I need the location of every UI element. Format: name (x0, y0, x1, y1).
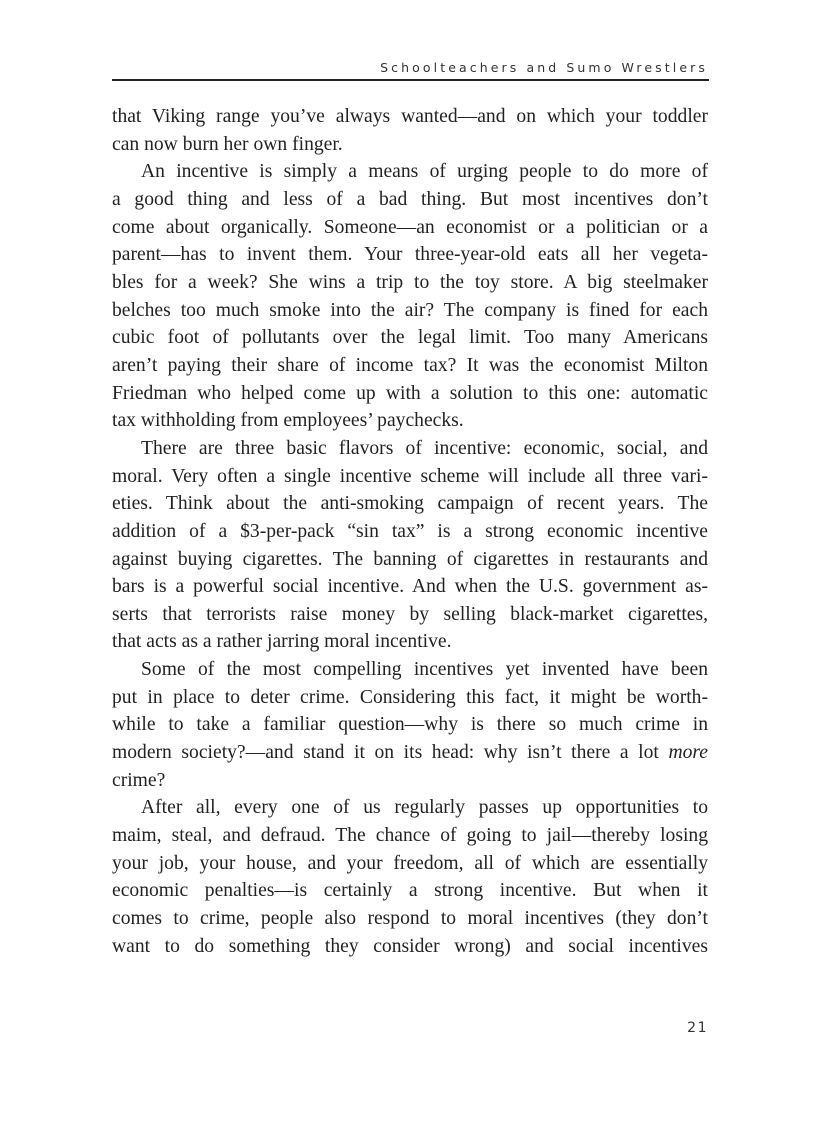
text-line-content: cubic foot of pollutants over the legal limit. Too many Americans (112, 327, 708, 349)
text-line (112, 407, 708, 435)
text-line (112, 103, 708, 131)
text-line (112, 518, 708, 546)
text-line (112, 628, 708, 656)
text-line-content: against buying cigarettes. The banning of cigarettes in restaurants and (112, 548, 708, 570)
text-line-content: that Viking range you’ve always wanted—and on which your toddler (112, 106, 708, 127)
text-line (112, 684, 708, 712)
text-line-content: crime? (112, 769, 166, 791)
text-line (112, 241, 708, 269)
text-line-content: that acts as a rather jarring moral incentive. (112, 631, 452, 653)
text-line (112, 573, 708, 601)
text-line (112, 822, 708, 850)
text-line-content: addition of a $3-per-pack “sin tax” is a strong economic incentive (112, 520, 708, 542)
text-line (112, 933, 708, 961)
text-line (112, 463, 708, 491)
text-line-content: parent—has to invent them. Your three-year-old eats all her vegeta- (112, 244, 708, 266)
text-line (112, 158, 708, 186)
text-line-content: There are three basic flavors of incentive: economic, social, and (141, 437, 708, 459)
text-line-content: your job, your house, and your freedom, all of which are essentially (112, 852, 708, 874)
running-head: Schoolteachers and Sumo Wrestlers (380, 60, 708, 75)
text-line (112, 905, 708, 933)
text-line (112, 601, 708, 629)
text-line-content: serts that terrorists raise money by selling black-market cigarettes, (112, 603, 708, 625)
text-line (112, 767, 708, 795)
text-line-content: want to do something they consider wrong) and social incentives (112, 935, 708, 957)
text-line-content: modern society?—and stand it on its head: why isn’t there a lot (112, 742, 669, 764)
text-line (112, 435, 708, 463)
text-line (112, 269, 708, 297)
header-rule (112, 79, 709, 81)
text-line (112, 877, 708, 905)
text-line (112, 214, 708, 242)
text-line-content: maim, steal, and defraud. The chance of going to jail—thereby losing (112, 825, 708, 847)
text-line (112, 656, 708, 684)
text-line-content: economic penalties—is certainly a strong incentive. But when it (112, 880, 708, 902)
text-line-content: belches too much smoke into the air? The company is fined for each (112, 299, 708, 321)
text-line-content: tax withholding from employees’ paychecks. (112, 410, 464, 432)
text-line (112, 711, 708, 739)
text-line (112, 380, 708, 408)
text-line-content: come about organically. Someone—an economist or a politician or a (112, 216, 708, 238)
text-line-content: moral. Very often a single incentive scheme will include all three vari- (112, 465, 708, 487)
text-line (112, 794, 708, 822)
text-line-content: bars is a powerful social incentive. And when the U.S. government as- (112, 576, 708, 598)
text-line-content: put in place to deter crime. Considering this fact, it might be worth- (112, 686, 708, 708)
text-line (112, 297, 708, 325)
text-line-content: Some of the most compelling incentives yet invented have been (141, 659, 708, 681)
text-line-content: can now burn her own finger. (112, 133, 343, 155)
text-line (112, 324, 708, 352)
text-line (112, 850, 708, 878)
text-line-content: while to take a familiar question—why is there so much crime in (112, 714, 708, 736)
text-line-content: comes to crime, people also respond to moral incentives (they don’t (112, 908, 708, 930)
text-line-content: aren’t paying their share of income tax? It was the economist Milton (112, 354, 708, 376)
text-line (112, 131, 708, 159)
text-line-content: An incentive is simply a means of urging people to do more of (141, 161, 708, 183)
body-text (112, 103, 708, 960)
text-line-content: eties. Think about the anti-smoking campaign of recent years. The (112, 493, 708, 515)
text-line (112, 490, 708, 518)
text-line-content: After all, every one of us regularly passes up opportunities to (141, 797, 708, 819)
italic-emphasis: more (668, 742, 708, 764)
text-line-content: bles for a week? She wins a trip to the toy store. A big steelmaker (112, 271, 708, 293)
text-line-content: a good thing and less of a bad thing. But most incentives don’t (112, 188, 708, 210)
text-line (112, 739, 708, 767)
text-line (112, 546, 708, 574)
text-line (112, 186, 708, 214)
page-number: 21 (687, 1020, 708, 1036)
text-line (112, 352, 708, 380)
text-line-content: Friedman who helped come up with a solution to this one: automatic (112, 382, 708, 404)
